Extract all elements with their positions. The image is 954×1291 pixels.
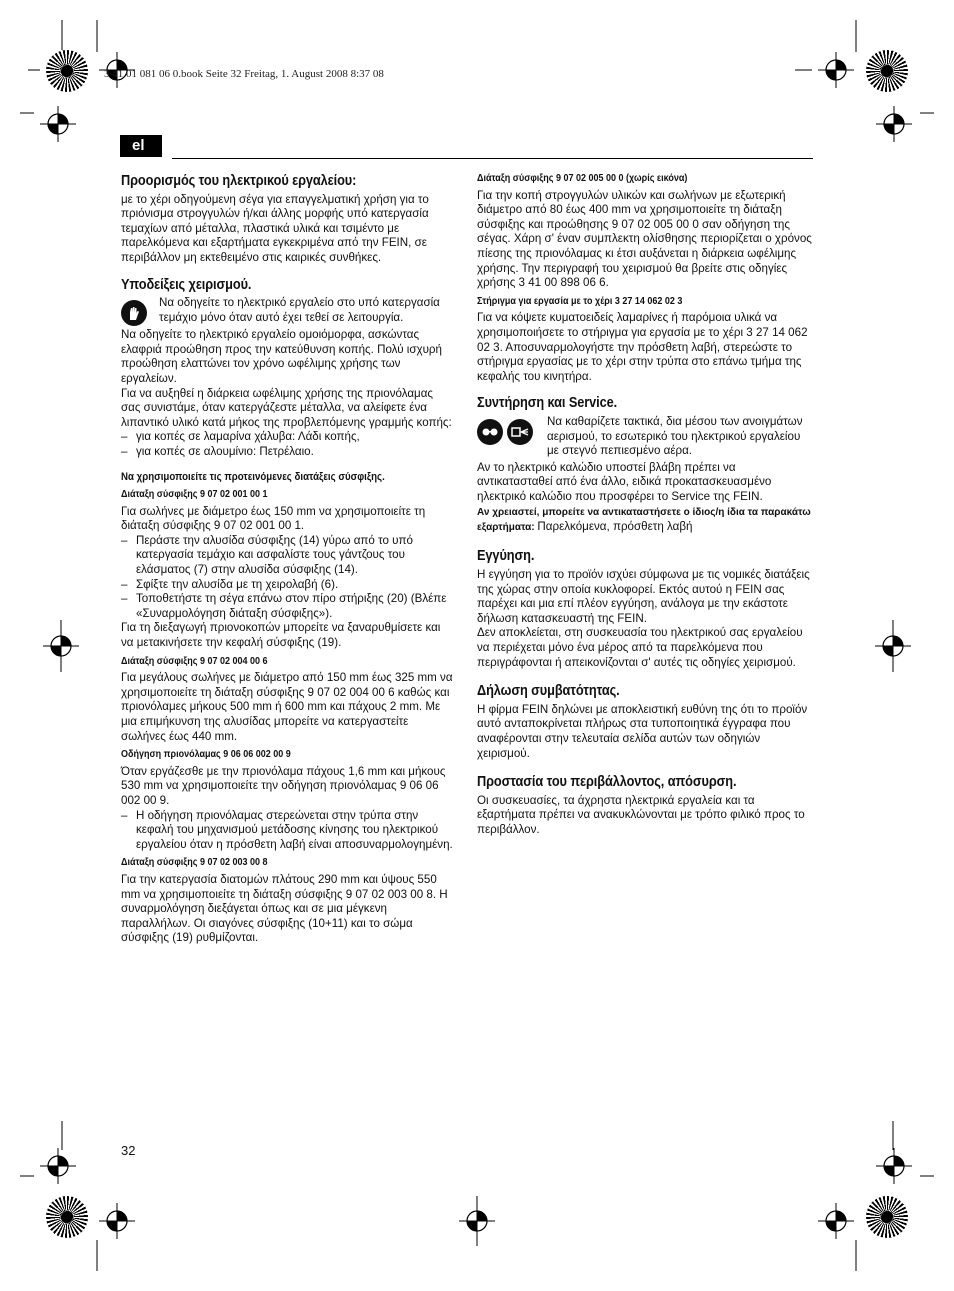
heading-use-clamps: Να χρησιμοποιείτε τις προτεινόμενες διατάξεις σύσφιξης. [121,470,385,483]
heading-environment: Προστασία του περιβάλλοντος, απόσυρση. [477,774,737,791]
registration-mark-icon [40,1148,76,1184]
registration-mark-icon [818,52,854,88]
paragraph-clamp-001b: Για τη διεξαγωγή πριονοκοπών μπορείτε να ξαναρυθμίσετε και να μετακινήσετε την κεφαλή σύσφιξης (19). [121,621,441,650]
paragraph-warranty-2: Δεν αποκλείεται, στη συσκευασία του ηλεκτρικού σας εργαλείου να περιέχεται μόνο ένα μέρος από τα παρελκόμενα που περιγράφονται ή απεικονίζονται σ' αυτές τις οδηγίες χειρισμού. [477,626,803,669]
safety-goggles-icon [477,419,503,445]
clamp-001-steps [121,534,455,622]
subheading-clamp-005: Διάταξη σύσφιξης 9 07 02 005 00 0 (χωρίς εικόνα) [477,173,688,184]
registration-mark-icon [876,106,912,142]
subheading-clamp-004: Διάταξη σύσφιξης 9 07 02 004 00 6 [121,655,268,667]
color-target-icon [866,1196,908,1238]
replace-parts-items: Παρελκόμενα, πρόσθετη λαβή [537,520,693,534]
paragraph-tip-2: Να οδηγείτε το ηλεκτρικό εργαλείο ομοιόμορφα, ασκώντας ελαφριά προώθηση προς την κατεύθυνση κοπής. Πολύ ισχυρή προώθηση ελαττώνει τον χρόνο ωφέλιμης χρήσης των εργαλείων. [121,328,442,385]
heading-service: Συντήρηση και Service. [477,395,618,412]
hand-glove-icon [121,300,147,326]
paragraph-clamp-004: Για μεγάλους σωλήνες με διάμετρο από 150 mm έως 325 mm να χρησιμοποιείτε τη διάταξη σύσφιξης 9 07 02 004 00 6 καθώς και πριονόλαμες μήκους 500 mm ή 600 mm και πάχους 2 mm. Με μια επιμήκυνση της αλυσίδας μπορείτε να κατεργαστείτε σωλήνες έως 440 mm. [121,671,453,743]
left-column [121,168,455,946]
replace-parts [477,506,813,535]
list-item: – για κοπές σε λαμαρίνα χάλυβα: Λάδι κοπής, [121,430,455,445]
color-target-icon [46,50,88,92]
page-number: 32 [121,1143,136,1158]
paragraph-service-icon: Να καθαρίζετε τακτικά, δια μέσου των ανοιγμάτων αερισμού, το εσωτερικό του ηλεκτρικού εργαλείου με στεγνό πεπιεσμένο αέρα. [547,414,803,458]
paragraph-environment: Οι συσκευασίες, τα άχρηστα ηλεκτρικά εργαλεία και τα εξαρτήματα πρέπει να ανακυκλώνονται με τρόπο φιλικό προς το περιβάλλον. [477,793,805,836]
header-rule [172,158,813,159]
right-column [477,172,813,838]
tip-with-icon [121,296,455,326]
paragraph-hand-support: Για να κόψετε κυματοειδείς λαμαρίνες ή παρόμοια υλικά να χρησιμοποιήσετε το στήριγμα για εργασία με το χέρι 3 27 14 062 02 3. Αποσυναρμολογήστε την πρόσθετη λαβή, στερεώστε το στήριγμα εργασίας με το χέρι στην τρύπα στο επάνω τμήμα της κεφαλής του κινητήρα. [477,311,808,383]
heading-warranty: Εγγύηση. [477,548,535,565]
book-info-line: 3 41 01 081 06 0.book Seite 32 Freitag, 1. August 2008 8:37 08 [104,68,384,80]
heading-purpose: Προορισμός του ηλεκτρικού εργαλείου: [121,173,357,189]
lubricant-list [121,430,455,459]
list-item: – Τοποθετήστε τη σέγα επάνω στον πίρο στήριξης (20) (Βλέπε «Συναρμολόγηση διάταξη σύσφιξης»). [121,592,455,621]
language-tab: el [120,135,162,157]
paragraph-warranty-1: Η εγγύηση για το προϊόν ισχύει σύμφωνα με τις νομικές διατάξεις της χώρας στην οποία κυκλοφορεί. Εκτός αυτού η FEIN σας παρέχει και μια επί πλέον εγγύηση, ανάλογα με την εκάστοτε δήλωση κατασκευαστή της FEIN. [477,568,810,625]
subheading-blade-guide: Οδήγηση πριονόλαμας 9 06 06 002 00 9 [121,749,291,761]
service-with-icons [477,415,813,459]
subheading-clamp-001: Διάταξη σύσφιξης 9 07 02 001 00 1 [121,489,268,501]
list-item: – Η οδήγηση πριονόλαμας στερεώνεται στην τρύπα στην κεφαλή του μηχανισμού μετάδοσης κίνησης του ηλεκτρικού εργαλείου όταν η πρόσθετη λαβή είναι αποσυναρμολογημένη. [121,809,455,853]
subheading-clamp-003: Διάταξη σύσφιξης 9 07 02 003 00 8 [121,857,268,869]
paragraph-conformity: Η φίρμα FEIN δηλώνει με αποκλειστική ευθύνη της ότι το προϊόν αυτό ανταποκρίνεται πλήρως στα τυποποιητικά έγγραφα που αναφέρονται στην τελευταία σελίδα αυτών των οδηγιών χειρισμού. [477,702,808,760]
paragraph-blade-guide: Όταν εργάζεσθε με την πριονόλαμα πάχους 1,6 mm και μήκους 530 mm να χρησιμοποιείτε την οδήγηση πριονόλαμας 9 06 06 002 00 9. [121,764,446,807]
compressed-air-icon [507,419,533,445]
registration-mark-icon [876,1148,912,1184]
registration-mark-icon [818,1203,854,1239]
list-item: – για κοπές σε αλουμίνιο: Πετρέλαιο. [121,445,455,460]
color-target-icon [46,1196,88,1238]
paragraph-service-2: Αν το ηλεκτρικό καλώδιο υποστεί βλάβη πρέπει να αντικατασταθεί από ένα άλλο, ειδικά προκατασκευασμένο ηλεκτρικό καλώδιο που προσφέρει το Service της FEIN. [477,460,772,503]
paragraph-clamp-001: Για σωλήνες με διάμετρο έως 150 mm να χρησιμοποιείτε τη διάταξη σύσφιξης 9 07 02 001 00 1. [121,504,426,533]
paragraph-clamp-005: Για την κοπή στρογγυλών υλικών και σωλήνων με εξωτερική διάμετρο από 80 έως 400 mm να χρησιμοποιείτε τη διάταξη σύσφιξης και προώθησης 9 07 02 005 00 0 σαν οδήγηση της σέγας. Χάρη σ' έναν συμπλεκτη ολίσθησης περιορίζεται ο χρόνος πίεσης της πριονόλαμας κι έτσι αυξάνεται η διάρκεια ωφέλιμης χρήσης. Την περιγραφή του χειρισμού θα βρείτε στις οδηγίες χρήσης 3 41 00 898 06 6. [477,188,812,290]
subheading-hand-support: Στήριγμα για εργασία με το χέρι 3 27 14 062 02 3 [477,295,683,307]
list-item: – Περάστε την αλυσίδα σύσφιξης (14) γύρω από το υπό κατεργασία τεμάχιο και ασφαλίστε τους γάντζους του ελάσματος (7) στην αλυσίδα σύσφιξης (14). [121,534,455,578]
heading-conformity: Δήλωση συμβατότητας. [477,683,620,700]
list-item: – Σφίξτε την αλυσίδα με τη χειρολαβή (6). [121,578,455,593]
registration-mark-icon [40,106,76,142]
paragraph-tip-3: Για να αυξηθεί η διάρκεια ωφέλιμης χρήσης της πριονόλαμας σας συνιστάμε, όταν κατεργάζεστε μέταλλα, να αλείφετε ένα λιπαντικό υλικό κατά μήκος της προβλεπόμενης γραμμής κοπής: [121,386,452,429]
replace-parts-label: Αν χρειαστεί, μπορείτε να αντικαταστήσετε ο ίδιος/η ίδια τα παρακάτω εξαρτήματα: [477,507,811,534]
blade-guide-steps [121,809,455,853]
paragraph-clamp-003: Για την κατεργασία διατομών πλάτους 290 mm και ύψους 550 mm να χρησιμοποιείτε τη διάταξη σύσφιξης 9 07 02 003 00 8. Η συναρμολόγηση διεξάγεται όπως και σε μια μέγκενη παραλλήλων. Οι σιαγόνες σύσφιξης (10+11) και το σώμα σύσφιξης (19) ρυθμίζονται. [121,872,448,945]
registration-mark-icon [99,1203,135,1239]
heading-tips: Υποδείξεις χειρισμού. [121,276,252,293]
paragraph-tip-icon: Να οδηγείτε το ηλεκτρικό εργαλείο στο υπό κατεργασία τεμάχιο μόνο όταν αυτό έχει τεθεί σε λειτουργία. [159,296,440,324]
color-target-icon [866,50,908,92]
paragraph-purpose: με το χέρι οδηγούμενη σέγα για επαγγελματική χρήση για το πριόνισμα στρογγυλών ή/και άλλης μορφής υπό κατεργασία τεμαχίων από μέταλλα, πλαστικά υλικά και τσιμέντο με παρελκόμενα και εξαρτήματα εγκεκριμένα από την FEIN, σε περιβάλλον μη εκτεθειμένο στις καιρικές συνθήκες. [121,192,429,264]
